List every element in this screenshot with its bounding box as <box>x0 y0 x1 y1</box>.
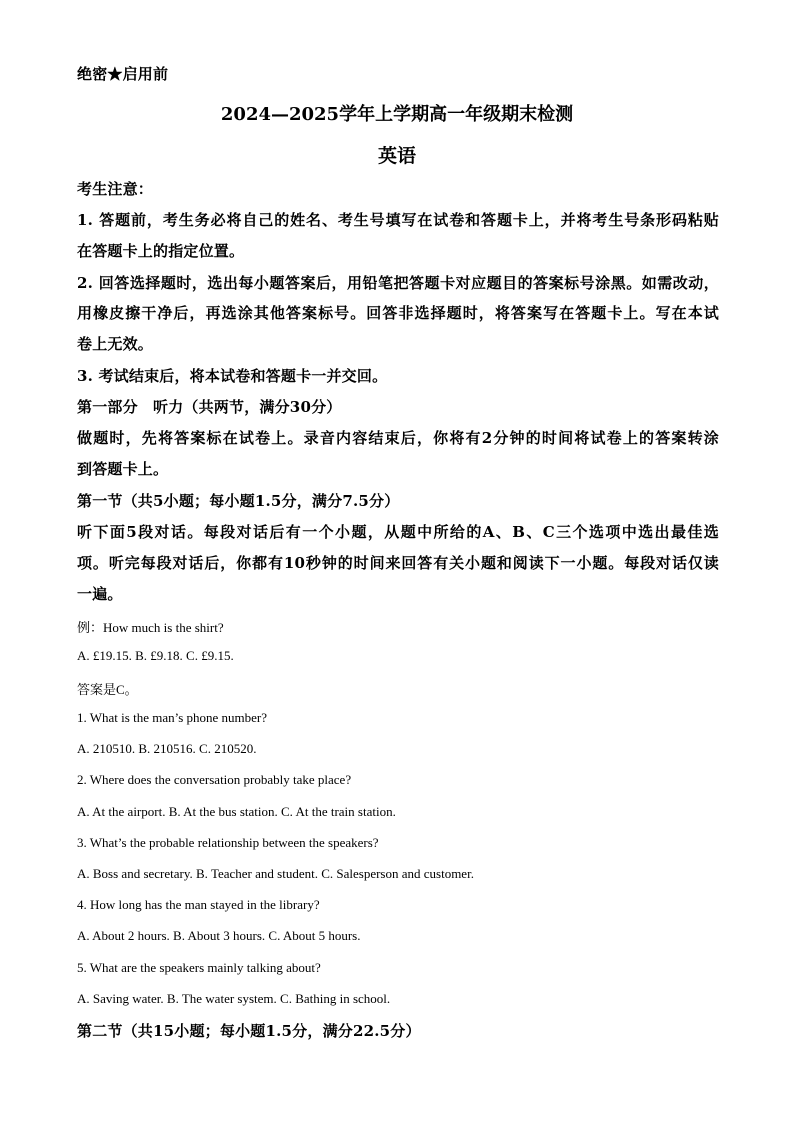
notice-heading: 考生注意： <box>77 180 154 198</box>
notice-item-2-line-1: 2. 回答选择题时，选出每小题答案后，用铅笔把答题卡对应题目的答案标号涂黑。如需改动， <box>77 274 719 292</box>
question-5: 5. What are the speakers mainly talking about? <box>77 960 321 975</box>
notice-item-2-line-3: 卷上无效。 <box>77 335 154 353</box>
example-options: A. £19.15. B. £9.18. C. £9.15. <box>77 648 234 663</box>
example-answer: 答案是C。 <box>77 682 138 697</box>
notice-item-2-line-2: 用橡皮擦干净后，再选涂其他答案标号。回答非选择题时，将答案写在答题卡上。写在本试 <box>77 304 719 322</box>
part1-intro-line-1: 做题时，先将答案标在试卷上。录音内容结束后，你将有2分钟的时间将试卷上的答案转涂 <box>77 429 719 447</box>
section1-intro-line-3: 一遍。 <box>77 585 123 603</box>
section1-intro-line-1: 听下面5段对话。每段对话后有一个小题，从题中所给的A、B、C三个选项中选出最佳选 <box>77 523 719 541</box>
section2-heading: 第二节（共15小题；每小题1.5分，满分22.5分） <box>77 1022 421 1040</box>
subject-title: 英语 <box>377 145 416 167</box>
notice-item-1-line-2: 在答题卡上的指定位置。 <box>77 242 245 260</box>
question-1-options: A. 210510. B. 210516. C. 210520. <box>77 741 257 756</box>
question-1: 1. What is the man’s phone number? <box>77 710 268 725</box>
question-5-options: A. Saving water. B. The water system. C. Bathing in school. <box>77 991 391 1006</box>
question-2: 2. Where does the conversation probably take place? <box>77 772 352 787</box>
confidential-label: 绝密★启用前 <box>77 65 169 83</box>
example-question: 例：How much is the shirt? <box>77 620 224 635</box>
question-4: 4. How long has the man stayed in the library? <box>77 897 320 912</box>
part1-heading: 第一部分 听力（共两节，满分30分） <box>77 398 342 416</box>
exam-title: 2024—2025学年上学期高一年级期末检测 <box>220 104 574 125</box>
question-3-options: A. Boss and secretary. B. Teacher and student. C. Salesperson and customer. <box>77 866 474 881</box>
part1-intro-line-2: 到答题卡上。 <box>77 460 169 478</box>
question-2-options: A. At the airport. B. At the bus station. C. At the train station. <box>77 804 396 819</box>
section1-heading: 第一节（共5小题；每小题1.5分，满分7.5分） <box>77 492 400 510</box>
notice-item-1-line-1: 1. 答题前，考生务必将自己的姓名、考生号填写在试卷和答题卡上，并将考生号条形码粘贴 <box>77 211 719 229</box>
section1-intro-line-2: 项。听完每段对话后，你都有10秒钟的时间来回答有关小题和阅读下一小题。每段对话仅读 <box>77 554 719 572</box>
notice-item-3: 3. 考试结束后，将本试卷和答题卡一并交回。 <box>77 367 388 385</box>
question-3: 3. What’s the probable relationship between the speakers? <box>77 835 379 850</box>
question-4-options: A. About 2 hours. B. About 3 hours. C. About 5 hours. <box>77 928 361 943</box>
